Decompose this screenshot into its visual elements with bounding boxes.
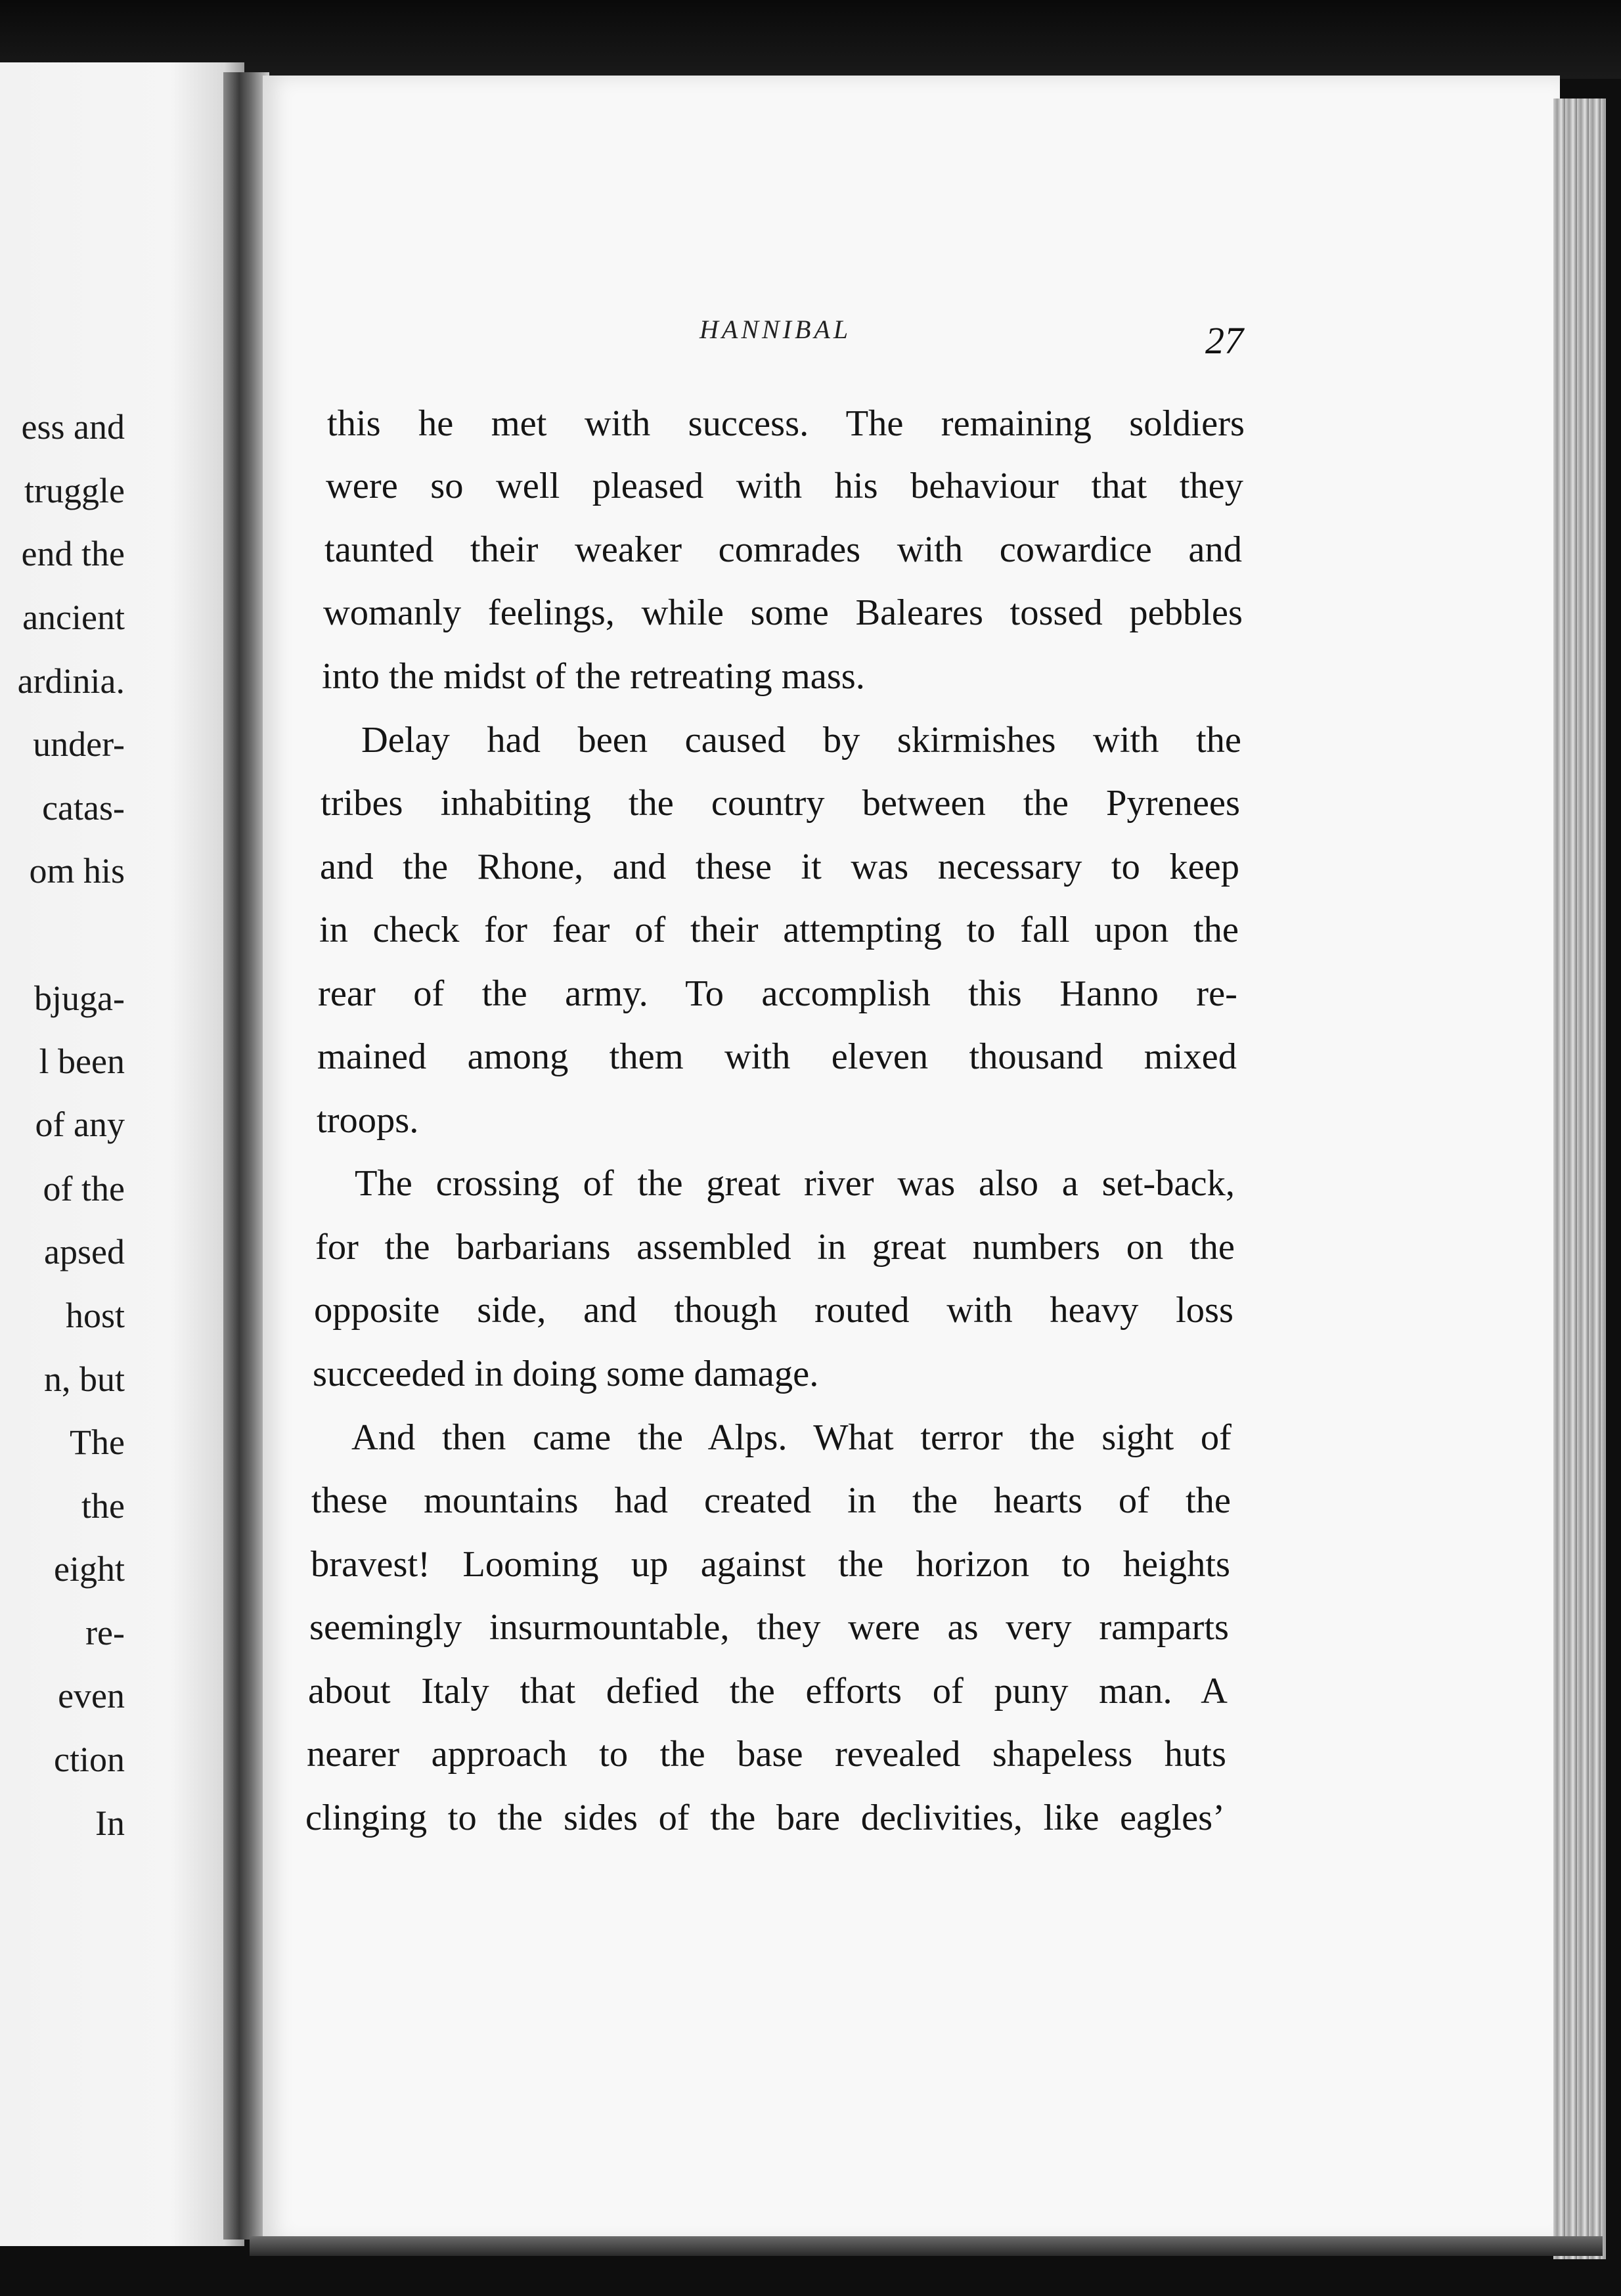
left-page-line: bjuga-	[34, 979, 125, 1018]
text-line: bravest! Looming up against the horizon to heights	[311, 1544, 1230, 1585]
page-edges	[1553, 99, 1606, 2259]
text-line: Delay had been caused by skirmishes with the	[361, 720, 1241, 761]
text-line: nearer approach to the base revealed shapeless huts	[307, 1734, 1226, 1775]
text-line: into the midst of the retreating mass.	[322, 656, 865, 697]
left-page-line: eight	[54, 1549, 125, 1589]
left-page-line: ess and	[21, 407, 125, 447]
text-line: womanly feelings, while some Baleares tossed pebbles	[323, 592, 1243, 633]
text-line: this he met with success. The remaining soldiers	[327, 403, 1245, 444]
left-page-line: apsed	[44, 1232, 125, 1271]
left-page-line: om his	[29, 851, 125, 891]
text-line: And then came the Alps. What terror the sight of	[351, 1417, 1232, 1458]
page-bottom-edge	[250, 2236, 1603, 2256]
left-page-line: catas-	[42, 788, 125, 828]
left-page-line: In	[95, 1803, 125, 1843]
left-page-line: ardinia.	[17, 661, 125, 701]
left-page-line: host	[65, 1296, 125, 1335]
left-page-fragment	[0, 62, 244, 2246]
text-line: in check for fear of their attempting to fall upon the	[319, 910, 1239, 950]
left-page-line	[0, 912, 125, 958]
text-line: succeeded in doing some damage.	[313, 1354, 819, 1394]
text-line: troops.	[317, 1100, 419, 1141]
left-page-line: ancient	[22, 598, 125, 637]
left-page-line: end the	[21, 534, 125, 573]
text-line: seemingly insurmountable, they were as very ramparts	[309, 1607, 1229, 1648]
left-page-line: the	[81, 1486, 125, 1526]
left-page-line: The	[70, 1423, 125, 1462]
left-page-line: of the	[43, 1169, 125, 1208]
text-line: tribes inhabiting the country between the Pyrenees	[321, 783, 1240, 824]
left-page-line: n, but	[43, 1359, 125, 1399]
left-page-line: truggle	[24, 471, 125, 510]
text-line: mained among them with eleven thousand mixed	[317, 1036, 1237, 1077]
text-line: about Italy that defied the efforts of puny man. A	[308, 1671, 1228, 1711]
text-line: these mountains had created in the hearts of the	[311, 1480, 1231, 1521]
left-page-line: re-	[85, 1613, 125, 1652]
text-line: rear of the army. To accomplish this Hanno re-	[318, 973, 1237, 1014]
left-page-line: under-	[33, 724, 125, 764]
text-line: were so well pleased with his behaviour that they	[326, 466, 1243, 506]
left-page-line: ction	[54, 1740, 125, 1779]
page-number: 27	[1205, 319, 1243, 362]
text-line: and the Rhone, and these it was necessary to keep	[320, 847, 1239, 887]
left-page-line: of any	[35, 1105, 125, 1144]
text-line: for the barbarians assembled in great numbers on the	[315, 1227, 1235, 1268]
text-line: The crossing of the great river was also a set-back,	[355, 1163, 1235, 1204]
text-line: clinging to the sides of the bare declivities, like eagles’	[305, 1798, 1225, 1838]
left-page-line: l been	[39, 1042, 125, 1081]
running-head: HANNIBAL	[699, 315, 852, 344]
left-page-line: even	[58, 1676, 125, 1715]
text-line: taunted their weaker comrades with cowardice and	[324, 529, 1242, 570]
text-line: opposite side, and though routed with heavy loss	[314, 1290, 1233, 1331]
